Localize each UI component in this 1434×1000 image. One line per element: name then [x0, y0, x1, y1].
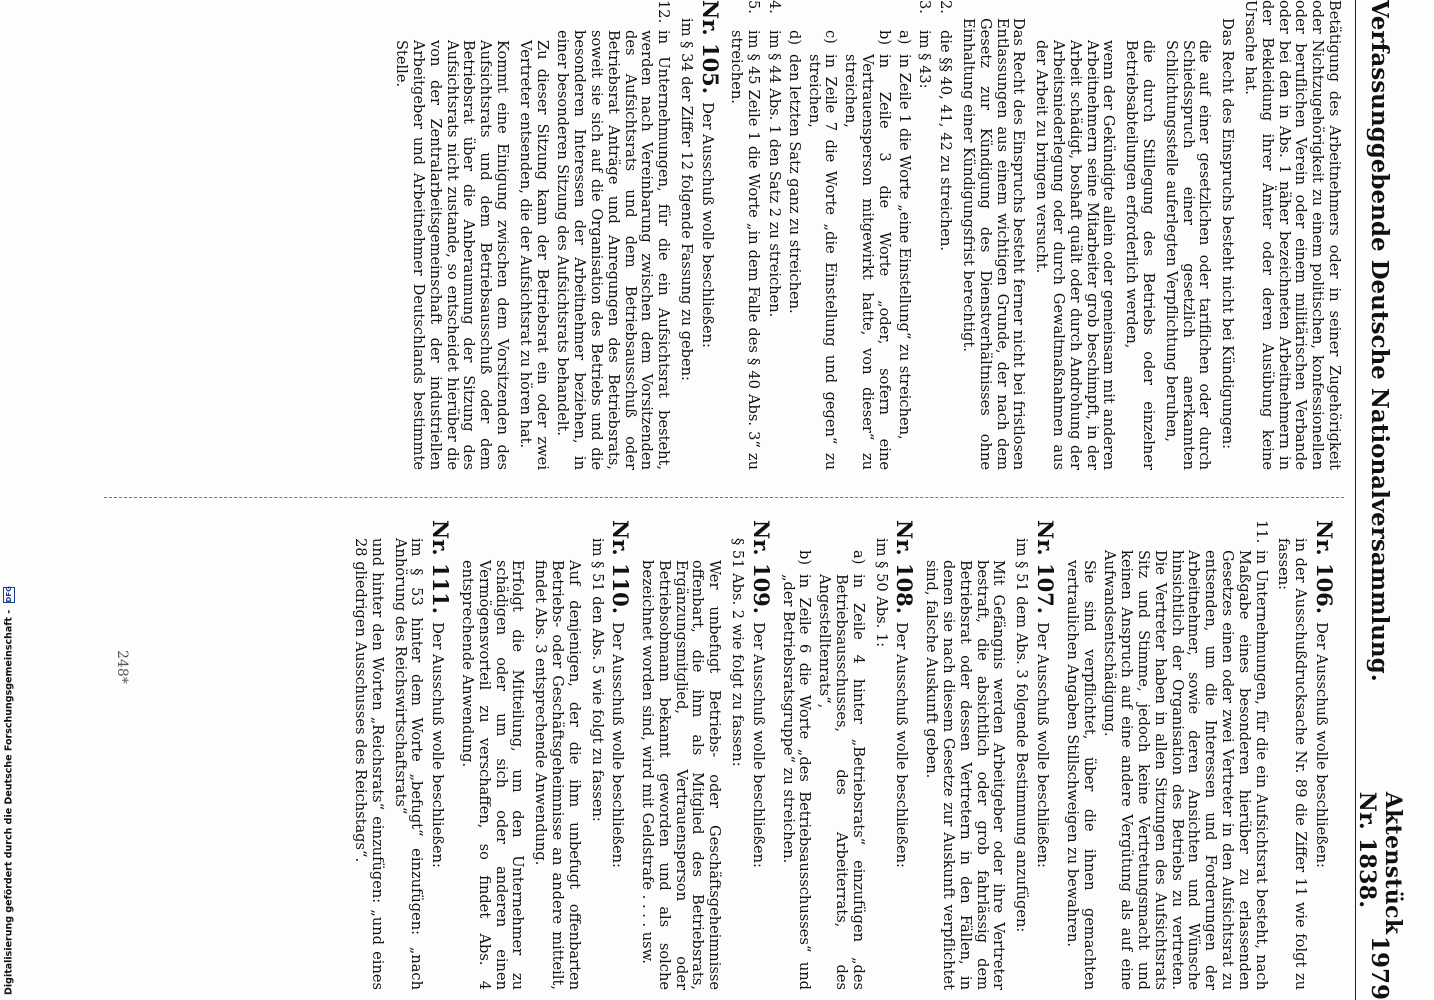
motion-number: Nr. 108. [892, 520, 918, 615]
item-text: in Zeile 3 die Worte „oder, sofern eine Vertrauensperson mitgewirkt hatte, von dieser“ zu streichen, [842, 54, 893, 470]
numbered-item [916, 0, 933, 470]
item-number: 5. [745, 0, 763, 14]
paragraph: Mit Gefängnis werden Arbeitgeber oder ihre Vertreter bestraft, die absichtlich oder grob fahrlässig dem Betriebsrat oder dessen Vertretern in den Fällen, in denen sie nach diesem Gesetze zur Auskunft verpflichtet sind, falsche Auskunft geben. [923, 560, 1008, 990]
motion-text: Der Ausschuß wolle beschließen: [609, 622, 627, 868]
motion-heading [1033, 520, 1059, 990]
paragraph: und hinter den Worten „Reichsrats“ einzufügen: „und eines 28 gliedrigen Ausschusses des Reichstags“. [351, 538, 386, 990]
motion-heading [1312, 520, 1337, 990]
lettered-subitem [785, 30, 802, 470]
item-number: a) [895, 30, 913, 45]
lettered-subitem [841, 30, 891, 470]
item-number: a) [849, 550, 867, 565]
item-number: 11. [1252, 520, 1270, 544]
motion-heading [608, 520, 634, 990]
paragraph: Auf denjenigen, der die ihm unbefugt offenbarten Betriebs- oder Geschäftsgeheimnisse an andere mitteilt, findet Abs. 3 entsprechende Anwendung. [532, 560, 583, 990]
column-divider [104, 497, 1344, 498]
paragraph: Sie sind verpflichtet, über die ihnen gemachten vertraulichen Angaben Stillschweigen zu bewahren. [1063, 560, 1098, 990]
numbered-item [554, 0, 672, 470]
header-rule [1355, 0, 1356, 1000]
header-page-number: 1979 [1366, 935, 1394, 1000]
digitization-note [3, 586, 19, 995]
item-text: im § 44 Abs. 1 den Satz 2 zu streichen. [766, 30, 784, 318]
numbered-item [728, 0, 762, 470]
motion-heading [892, 520, 918, 990]
motion-heading [428, 520, 454, 990]
paragraph: Das Recht des Einspruchs besteht ferner nicht bei fristlosen Entlassungen aus einem wichtigen Grunde, der nach dem Gesetz zur Kündigung des Dienstverhältnisses ohne Einhaltung einer Kündigungsfrist berechtigt. [960, 18, 1028, 470]
motion-heading [748, 520, 774, 990]
item-text: in Zeile 1 die Worte „eine Einstellung“ zu streichen, [895, 54, 913, 440]
right-column [345, 520, 1342, 990]
item-text: den letzten Satz ganz zu streichen. [785, 54, 803, 314]
motion-number: Nr. 107. [1033, 520, 1059, 615]
item-number: 12. [655, 0, 673, 24]
motion-text: Der Ausschuß wolle beschließen: [1313, 622, 1330, 868]
item-number: b) [796, 550, 814, 566]
numbered-item [936, 0, 953, 470]
paragraph: im § 51 den Abs. 5 wie folgt zu fassen: [588, 538, 606, 822]
item-number: b) [875, 30, 893, 46]
page-header [1354, 0, 1406, 1000]
digitization-text: Digitalisierung gefördert durch die Deutsche Forschungsgemeinschaft - [3, 609, 15, 995]
item-text: in Unternehmungen, für die ein Aufsichtsrat besteht, nach Maßgabe eines besonderen hierüber zu erlassenden Gesetzes einen oder zwei Vertreter in den Aufsichtsrat zu entsenden, um die Interessen und Forderungen der Arbeitnehmer, sowie deren Ansichten und Wünsche hinsichtlich der Organisation des Betriebs zu vertreten. Die Vertreter haben in allen Sitzungen des Aufsichtsrats Sitz und Stimme, jedoch keine Vertretungsmacht und keinen Anspruch auf eine andere Vergütung als auf eine Aufwandsentschädigung. [1101, 550, 1270, 990]
item-text: in Zeile 6 die Worte „des Betriebsausschusses“ und „der Betriebsratsgruppe“ zu streichen. [779, 574, 814, 990]
item-number: c) [822, 30, 840, 44]
motion-number: Nr. 110. [608, 520, 634, 615]
item-text: in Zeile 4 hinter „Betriebsrats“ einzufügen „des Betriebsausschusses, des Arbeiterrats, des Angestelltenrats“, [816, 574, 867, 990]
numbered-item [765, 0, 782, 470]
motion-heading [697, 0, 723, 470]
motion-text: Der Ausschuß wolle beschließen: [698, 102, 716, 348]
paragraph: Zu dieser Sitzung kann der Betriebsrat ein oder zwei Vertreter entsenden, die der Aufsichtsrat zu hören hat. [516, 40, 551, 470]
paragraph: § 51 Abs. 2 wie folgt zu fassen: [729, 538, 747, 767]
header-title: Verfassunggebende Deutsche Nationalversammlung. [1366, 0, 1394, 682]
lettered-subitem [815, 550, 865, 990]
header-document-number: Aktenstück Nr. 1838. [1354, 791, 1406, 935]
paragraph: Das Recht des Einspruchs besteht nicht bei Kündigungen: [1219, 18, 1237, 450]
paragraph: im § 34 der Ziffer 12 folgende Fassung zu geben: [677, 18, 695, 381]
item-text: in Unternehmungen, für die ein Aufsichtsrat besteht, werden nach Vereinbarung zwischen dem Vorsitzenden des Aufsichtsrats und dem Betriebsausschuß oder Betriebsrat Anträge und Anregungen des Betriebsrats, soweit sie sich auf die Organisation des Betriebs und die besonderen Interessen der Arbeitnehmer beziehen, in einer besonderen Sitzung des Aufsichtsrats behandelt. [554, 30, 673, 470]
paragraph: die auf einer gesetzlichen oder tariflichen oder durch Schiedsspruch einer gesetzlich anerkannten Schlichtungsstelle auferlegten Verpflichtung beruhen, [1162, 40, 1214, 470]
paragraph: Wer unbefugt Betriebs- oder Geschäftsgeheimnisse offenbart, die ihm als Mitglied des Betriebsrats, Ergänzungsmitglied, Vertrauensperson oder Betriebsobmann bekannt geworden und als solche bezeichnet worden sind, wird mit Geldstrafe . . . . usw. [639, 560, 724, 990]
paragraph: Betätigung des Arbeitnehmers oder in seiner Zugehörigkeit oder Nichtzugehörigkeit zu einem politischen, konfessionellen oder beruflichen Verein oder einem militärischen Verbande oder bei den in Abs. 1 näher bezeichneten Arbeitnehmern in der Bekleidung ihrer Ämter oder deren Ausübung keine Ursache hat. [1242, 0, 1343, 470]
motion-number: Nr. 111. [428, 520, 454, 615]
lettered-subitem [805, 30, 839, 470]
item-text: im § 45 Zeile 1 die Worte „in dem Falle des § 40 Abs. 3“ zu streichen. [728, 30, 763, 470]
paragraph: die durch Stillegung des Betriebs oder einzelner Betriebsabteilungen erforderlich werden, [1123, 40, 1158, 470]
lettered-subitem [895, 30, 912, 470]
lettered-subitem [779, 550, 813, 990]
paragraph: im § 51 dem Abs. 3 folgende Bestimmung anzufügen: [1013, 538, 1031, 933]
paragraph: wenn der Gekündigte allein oder gemeinsam mit anderen Arbeitnehmern seine Mitarbeiter grob beschimpft, in der Arbeit schädigt, boshaft quält oder durch Androhung der Arbeitsniederlegung oder durch Gewaltmaßnahmen aus der Arbeit zu bringen versucht. [1033, 40, 1118, 470]
paragraph: Erfolgt die Mitteilung, um den Unternehmer zu schädigen oder um sich oder anderen einen Vermögensvorteil zu verschaffen, so findet Abs. 4 entsprechende Anwendung. [458, 560, 527, 990]
paragraph: Kommt eine Einigung zwischen dem Vorsitzenden des Aufsichtsrats und dem Betriebsausschuß oder dem Betriebsrat über die Anberaumung der Sitzung des Aufsichtsrats nicht zustande, so entscheidet hierüber die von der Zentralarbeitsgemeinschaft der industriellen Arbeitgeber und Arbeitnehmer Deutschlands bestimmte Stelle. [393, 40, 511, 470]
item-number: 2. [937, 0, 955, 14]
page-mark: 248* [114, 650, 130, 684]
rotated-page-content [100, 0, 1406, 1000]
paragraph: im § 53 hinter dem Worte „befugt“ einzufügen: „nach Anhörung des Reichswirtschaftsrats“ [391, 538, 426, 990]
motion-number: Nr. 106. [1312, 520, 1337, 615]
dfg-logo-icon: DFG [5, 586, 13, 603]
motion-text: Der Ausschuß wolle beschließen: [893, 622, 911, 868]
item-text: die §§ 40, 41, 42 zu streichen. [937, 30, 955, 252]
paragraph: in der Ausschußdrucksache Nr. 89 die Ziffer 11 wie folgt zu fassen: [1275, 538, 1310, 990]
motion-number: Nr. 105. [697, 0, 723, 95]
motion-text: Der Ausschuß wolle beschließen: [1034, 622, 1052, 868]
item-number: d) [785, 30, 803, 46]
item-number: 3. [916, 0, 934, 14]
item-number: 4. [766, 0, 784, 14]
motion-number: Nr. 109. [748, 520, 774, 615]
paragraph: im § 50 Abs. 1: [872, 538, 890, 648]
numbered-item [1101, 520, 1269, 990]
left-column [386, 0, 1342, 470]
motion-text: Der Ausschuß wolle beschließen: [429, 622, 447, 868]
item-text: im § 43: [916, 30, 934, 89]
motion-text: Der Ausschuß wolle beschließen: [749, 622, 767, 868]
item-text: in Zeile 7 die Worte „die Einstellung und gegen“ zu streichen, [805, 54, 840, 470]
